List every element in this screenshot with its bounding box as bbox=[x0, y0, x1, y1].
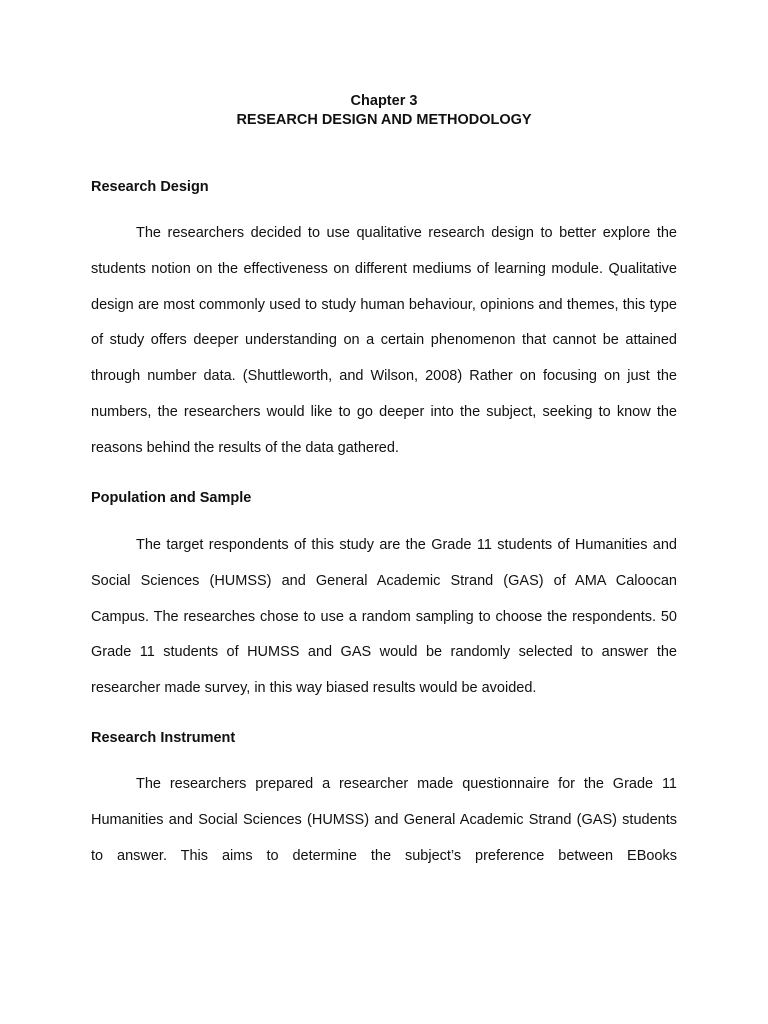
section-heading-research-instrument: Research Instrument bbox=[91, 730, 236, 746]
section-heading-population-and-sample: Population and Sample bbox=[91, 490, 252, 506]
paragraph-population-and-sample: The target respondents of this study are the Grade 11 students of Humanities and Social Sciences (HUMSS) and General Academic Strand (GAS) of AMA Caloocan Campus. The researches chose to use a random sampling to choose the respondents. 50 Grade 11 students of HUMSS and GAS would be randomly selected to answer the researcher made survey, in this way biased results would be avoided. bbox=[91, 537, 677, 697]
paragraph-research-instrument: The researchers prepared a researcher made questionnaire for the Grade 11 Humanities and Social Sciences (HUMSS) and General Academic Strand (GAS) students to answer. This aims to determine the subject’s preference between EBooks bbox=[91, 776, 677, 864]
paragraph-research-design: The researchers decided to use qualitative research design to better explore the students notion on the effectiveness on different mediums of learning module. Qualitative design are most commonly used to study human behaviour, opinions and themes, this type of study offers deeper understanding on a certain phenomenon that cannot be attained through number data. (Shuttleworth, and Wilson, 2008) Rather on focusing on just the numbers, the researchers would like to go deeper into the subject, seeking to know the reasons behind the results of the data gathered. bbox=[91, 225, 677, 456]
section-heading-research-design: Research Design bbox=[91, 179, 209, 195]
chapter-number: Chapter 3 bbox=[350, 93, 418, 109]
chapter-heading bbox=[0, 92, 768, 130]
chapter-title: RESEARCH DESIGN AND METHODOLOGY bbox=[236, 112, 532, 128]
